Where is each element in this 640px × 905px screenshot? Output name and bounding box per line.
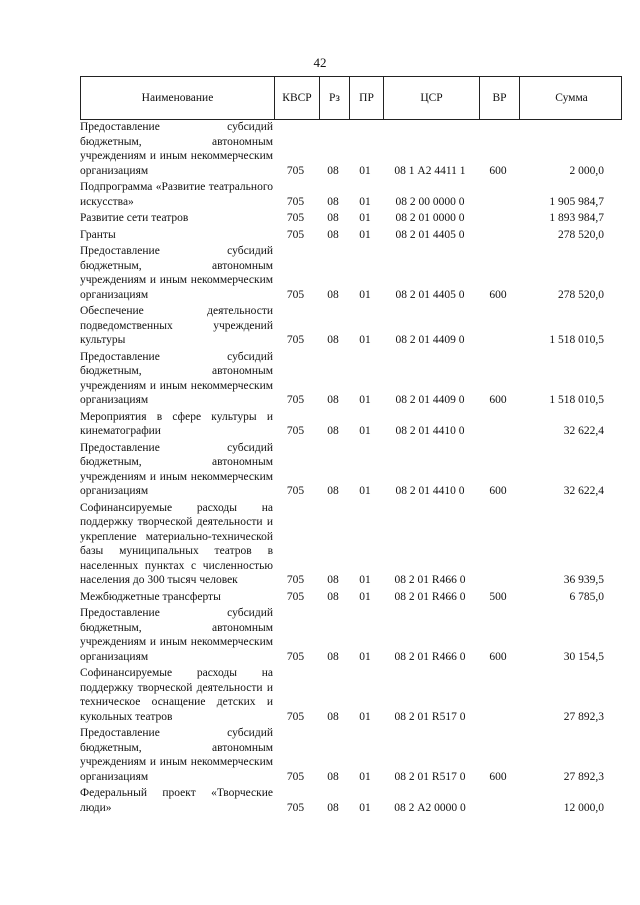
table-row — [80, 606, 622, 664]
row-sum: 2 000,0 — [569, 164, 604, 177]
row-vr: 600 — [489, 164, 507, 177]
row-sum: 27 892,3 — [563, 710, 604, 723]
table-row — [80, 666, 622, 724]
row-pr: 01 — [359, 770, 371, 783]
table-header — [80, 76, 622, 120]
row-pr: 01 — [359, 485, 371, 497]
row-name: Межбюджетные трансферты — [80, 590, 221, 603]
row-csr: 08 2 01 0000 0 — [395, 212, 465, 224]
header-name: Наименование — [141, 92, 214, 104]
row-csr: 08 2 01 R466 0 — [394, 574, 466, 586]
row-vr: 600 — [489, 485, 507, 497]
row-pr: 01 — [359, 212, 371, 224]
table-row — [80, 244, 622, 302]
row-csr: 08 2 00 0000 0 — [395, 195, 465, 208]
row-sum: 32 622,4 — [563, 425, 604, 437]
row-pr: 01 — [359, 574, 371, 586]
row-sum: 36 939,5 — [563, 574, 604, 586]
row-csr: 08 2 01 R517 0 — [394, 770, 466, 783]
header-rz: Рз — [319, 77, 349, 119]
header-sum: Сумма — [519, 77, 623, 119]
table-row — [80, 228, 622, 243]
row-vr: 600 — [489, 650, 507, 663]
table-row — [80, 501, 622, 588]
row-vr: 600 — [489, 288, 507, 301]
row-pr: 01 — [359, 801, 371, 814]
row-kvsr: 705 — [286, 425, 305, 437]
table-row — [80, 786, 622, 815]
row-kvsr: 705 — [286, 590, 305, 603]
row-csr: 08 2 01 4410 0 — [395, 485, 465, 497]
table-row — [80, 120, 622, 178]
row-name: Предоставление субсидий бюджетным, автономным учреждениям и иным некоммерческим организациям — [80, 121, 273, 177]
header-kvsr: КВСР — [274, 77, 319, 119]
row-rz: 08 — [327, 394, 339, 406]
row-name: Федеральный проект «Творческие люди» — [80, 787, 273, 814]
row-kvsr: 705 — [286, 485, 305, 497]
row-sum: 1 893 984,7 — [549, 212, 604, 224]
page-number: 42 — [313, 55, 327, 70]
row-sum: 1 518 010,5 — [549, 394, 604, 406]
row-csr: 08 2 01 4405 0 — [395, 288, 465, 301]
row-kvsr: 705 — [286, 334, 305, 346]
row-rz: 08 — [327, 212, 339, 224]
row-csr: 08 2 А2 0000 0 — [394, 801, 466, 814]
row-sum: 278 520,0 — [558, 228, 604, 241]
row-kvsr: 705 — [286, 801, 305, 814]
row-kvsr: 705 — [286, 195, 305, 208]
row-csr: 08 1 А2 4411 1 — [394, 164, 466, 177]
table-row — [80, 726, 622, 784]
row-csr: 08 2 01 4410 0 — [395, 425, 465, 437]
row-name: Обеспечение деятельности подведомственных учреждений культуры — [80, 305, 273, 346]
row-sum: 32 622,4 — [563, 485, 604, 497]
row-name: Софинансируемые расходы на поддержку творческой деятельности и техническое оснащение детских и кукольных театров — [80, 667, 273, 723]
row-rz: 08 — [327, 710, 339, 723]
row-rz: 08 — [327, 770, 339, 783]
row-csr: 08 2 01 R466 0 — [394, 590, 466, 603]
row-rz: 08 — [327, 164, 339, 177]
row-sum: 27 892,3 — [563, 770, 604, 783]
row-sum: 278 520,0 — [558, 288, 604, 301]
row-sum: 12 000,0 — [563, 801, 604, 814]
row-sum: 1 905 984,7 — [549, 195, 604, 208]
table-body — [80, 120, 622, 815]
row-pr: 01 — [359, 164, 371, 177]
row-kvsr: 705 — [286, 288, 305, 301]
row-sum: 6 785,0 — [569, 590, 604, 603]
row-kvsr: 705 — [286, 650, 305, 663]
row-csr: 08 2 01 4409 0 — [395, 334, 465, 346]
row-pr: 01 — [359, 228, 371, 241]
row-rz: 08 — [327, 590, 339, 603]
row-name: Предоставление субсидий бюджетным, автономным учреждениям и иным некоммерческим организациям — [80, 350, 273, 406]
table-row — [80, 304, 622, 348]
row-sum: 1 518 010,5 — [549, 334, 604, 346]
row-vr: 600 — [489, 394, 507, 406]
row-kvsr: 705 — [286, 228, 305, 241]
table-row — [80, 211, 622, 226]
row-rz: 08 — [327, 195, 339, 208]
row-name: Предоставление субсидий бюджетным, автономным учреждениям и иным некоммерческим организациям — [80, 727, 273, 783]
row-name: Подпрограмма «Развитие театрального искусства» — [80, 181, 273, 208]
row-pr: 01 — [359, 590, 371, 603]
row-csr: 08 2 01 4405 0 — [395, 228, 465, 241]
table-row — [80, 350, 622, 408]
row-rz: 08 — [327, 334, 339, 346]
row-name: Развитие сети театров — [80, 212, 189, 224]
row-rz: 08 — [327, 650, 339, 663]
row-rz: 08 — [327, 801, 339, 814]
row-kvsr: 705 — [286, 212, 305, 224]
row-rz: 08 — [327, 288, 339, 301]
table-row — [80, 410, 622, 439]
row-kvsr: 705 — [286, 770, 305, 783]
row-name: Предоставление субсидий бюджетным, автономным учреждениям и иным некоммерческим организациям — [80, 245, 273, 301]
row-sum: 30 154,5 — [563, 650, 604, 663]
row-rz: 08 — [327, 425, 339, 437]
row-pr: 01 — [359, 710, 371, 723]
row-csr: 08 2 01 R517 0 — [394, 710, 466, 723]
header-pr: ПР — [349, 77, 383, 119]
row-csr: 08 2 01 4409 0 — [395, 394, 465, 406]
row-pr: 01 — [359, 394, 371, 406]
row-pr: 01 — [359, 288, 371, 301]
row-csr: 08 2 01 R466 0 — [394, 650, 466, 663]
row-kvsr: 705 — [286, 710, 305, 723]
table-row — [80, 441, 622, 499]
row-vr: 600 — [489, 770, 507, 783]
header-csr: ЦСР — [383, 77, 479, 119]
table-row — [80, 180, 622, 209]
row-kvsr: 705 — [286, 164, 305, 177]
row-name: Предоставление субсидий бюджетным, автономным учреждениям и иным некоммерческим организациям — [80, 441, 273, 497]
row-vr: 500 — [489, 590, 507, 603]
row-name: Гранты — [80, 228, 116, 241]
row-kvsr: 705 — [286, 574, 305, 586]
header-vr: ВР — [479, 77, 519, 119]
row-pr: 01 — [359, 195, 371, 208]
row-pr: 01 — [359, 334, 371, 346]
row-name: Мероприятия в сфере культуры и кинематографии — [80, 410, 273, 437]
row-pr: 01 — [359, 425, 371, 437]
row-rz: 08 — [327, 574, 339, 586]
row-name: Софинансируемые расходы на поддержку творческой деятельности и укрепление материально-технической базы муниципальных театров в населенных пунктах с численностью населения до 300 тысяч человек — [80, 501, 273, 586]
budget-table — [80, 76, 622, 815]
row-name: Предоставление субсидий бюджетным, автономным учреждениям и иным некоммерческим организациям — [80, 607, 273, 663]
row-pr: 01 — [359, 650, 371, 663]
row-rz: 08 — [327, 228, 339, 241]
row-rz: 08 — [327, 485, 339, 497]
table-row — [80, 590, 622, 605]
row-kvsr: 705 — [286, 394, 305, 406]
